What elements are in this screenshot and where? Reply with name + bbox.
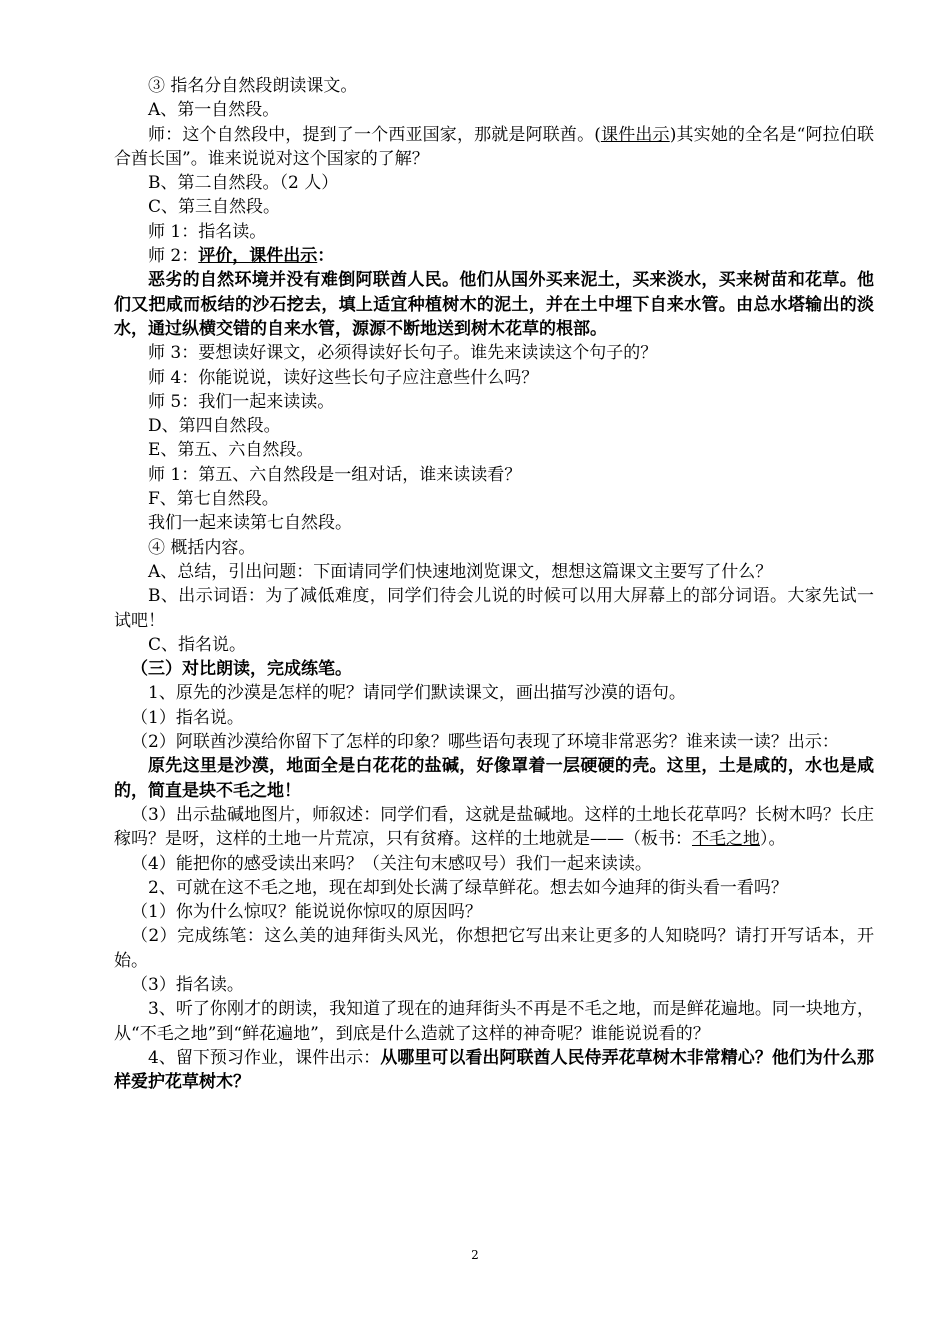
- item-1-4: （4）能把你的感受读出来吗？（关注句末感叹号）我们一起来读读。: [131, 853, 652, 874]
- question-2: 2、可就在这不毛之地，现在却到处长满了绿草鲜花。想去如今迪拜的街头看一看吗？: [148, 877, 788, 898]
- section-3-heading: （三）对比朗读，完成练笔。: [131, 659, 352, 680]
- board-writing-term: 不毛之地: [692, 829, 760, 850]
- teacher-country-intro: [114, 123, 874, 172]
- teacher-5-line: 师 5：我们一起来读读。: [148, 391, 335, 412]
- paragraph-7-label: F、第七自然段。: [148, 489, 279, 510]
- paragraph-2-label: B、第二自然段。（2 人）: [148, 173, 339, 194]
- show-words-line: B、出示词语：为了减低难度，同学们待会儿说的时候可以用大屏幕上的部分词语。大家先试一试吧！: [114, 586, 874, 631]
- question-1: 1、原先的沙漠是怎样的呢？请同学们默读课文，画出描写沙漠的语句。: [148, 683, 686, 704]
- item-1-3: [114, 803, 874, 852]
- paragraph-3-label: C、第三自然段。: [148, 197, 281, 218]
- paragraph-4-label: D、第四自然段。: [148, 416, 281, 437]
- desert-quote: 原先这里是沙漠，地面全是白花花的盐碱，好像罩着一层硬硬的壳。这里，土是咸的，水也是咸的，简直是块不毛之地！: [114, 756, 874, 801]
- teacher-dialogue-line: 师 1：第五、六自然段是一组对话，谁来读读看？: [148, 464, 522, 485]
- text-run: ）。: [760, 829, 786, 850]
- item-1-2: （2）阿联酋沙漠给你留下了怎样的印象？哪些语句表现了环境非常恶劣？谁来读一读？出示：: [131, 732, 839, 753]
- text-run: 师：这个自然段中，提到了一个西亚国家，那就是阿联酋。(: [148, 124, 601, 145]
- teacher-1-line: 师 1：指名读。: [148, 221, 267, 242]
- quoted-long-sentence: 恶劣的自然环境并没有难倒阿联酋人民。他们从国外买来泥土，买来淡水，买来树苗和花草。他们又把咸而板结的沙石挖去，填上适宜种植树木的泥土，并在土中埋下自来水管。由总水塔输出的淡水，通过纵横交错的自来水管，源源不断地送到树木花草的根部。: [114, 270, 874, 339]
- text-run: )其实她的全名是“阿拉伯联合酋长国”。谁来说说对这个国家的了解？: [114, 124, 875, 169]
- item-2-3: （3）指名读。: [131, 974, 244, 995]
- paragraph-1-label: A、第一自然段。: [148, 100, 280, 121]
- name-say-line: C、指名说。: [148, 634, 247, 655]
- question-3: 3、听了你刚才的朗读，我知道了现在的迪拜街头不再是不毛之地，而是鲜花遍地。同一块地方，从“不毛之地”到“鲜花遍地”，到底是什么造就了这样的神奇呢？谁能说说看的？: [114, 999, 874, 1044]
- text-run: ：: [317, 246, 335, 267]
- teacher-3-line: 师 3：要想读好课文，必须得读好长句子。谁先来读读这个句子的？: [148, 343, 658, 364]
- document-body: [114, 74, 874, 1094]
- page-number: 2: [471, 1248, 479, 1262]
- item-2-2: （2）完成练笔：这么美的迪拜街头风光，你想把它写出来让更多的人知晓吗？请打开写话本，开始。: [114, 926, 874, 971]
- read-together-line: 我们一起来读第七自然段。: [148, 513, 352, 534]
- paragraph-5-6-label: E、第五、六自然段。: [148, 440, 314, 461]
- preview-homework-text: 从哪里可以看出阿联酋人民侍弄花草树木非常精心？他们为什么那样爱护花草树木？: [114, 1047, 874, 1093]
- evaluate-courseware-label: 评价，课件出示: [198, 246, 318, 267]
- step-3-heading: ③ 指名分自然段朗读课文。: [148, 76, 358, 96]
- text-run: （3）出示盐碱地图片，师叙述：同学们看，这就是盐碱地。这样的土地长花草吗？长树木吗？长庄稼吗？是呀，这样的土地一片荒凉，只有贫瘠。这样的土地就是——（板书：: [114, 804, 874, 850]
- text-run: 师 2：: [148, 246, 199, 267]
- courseware-show-link: 课件出示: [600, 124, 670, 145]
- item-2-1: （1）你为什么惊叹？能说说你惊叹的原因吗？: [131, 902, 482, 923]
- question-4: [114, 1046, 874, 1095]
- teacher-2-line: [114, 244, 874, 268]
- item-1-1: （1）指名说。: [131, 707, 244, 728]
- step-4-heading: ④ 概括内容。: [148, 537, 256, 558]
- teacher-4-line: 师 4：你能说说，读好这些长句子应注意些什么吗？: [148, 367, 539, 388]
- summary-question: A、总结，引出问题：下面请同学们快速地浏览课文，想想这篇课文主要写了什么？: [148, 561, 773, 582]
- text-run: 4、留下预习作业，课件出示：: [148, 1047, 381, 1068]
